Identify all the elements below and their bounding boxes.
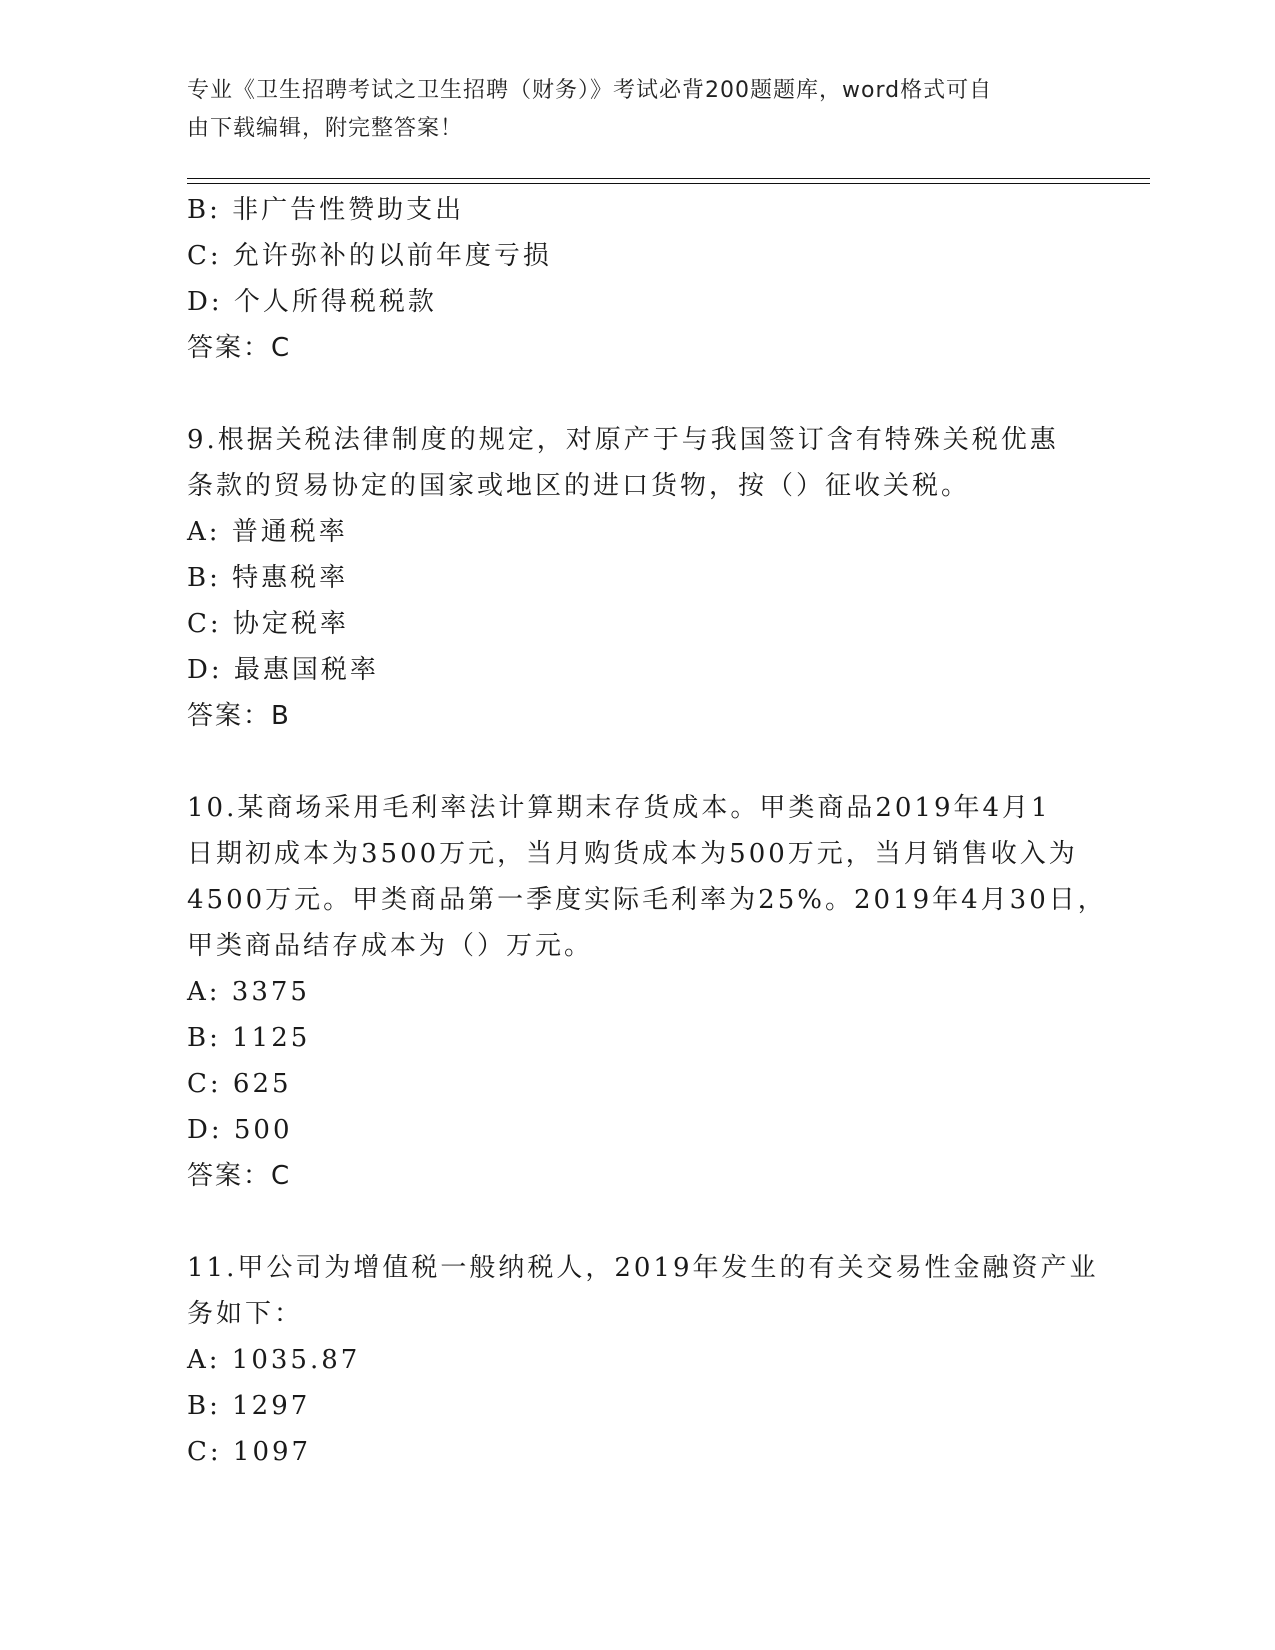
header-divider-top bbox=[187, 178, 1150, 179]
stem-line: 11.甲公司为增值税一般纳税人，2019年发生的有关交易性金融资产业 bbox=[187, 1253, 1099, 1283]
option-c: C: 625 bbox=[187, 1069, 292, 1099]
option-a: A: 1035.87 bbox=[187, 1345, 361, 1375]
option-b: B: 1297 bbox=[187, 1391, 311, 1421]
stem-line: 4500万元。甲类商品第一季度实际毛利率为25%。2019年4月30日， bbox=[187, 885, 1107, 915]
question-11 bbox=[187, 1245, 1099, 1475]
question-stem bbox=[187, 785, 1107, 969]
question-10 bbox=[187, 785, 1107, 1199]
stem-line: 9.根据关税法律制度的规定，对原产于与我国签订含有特殊关税优惠 bbox=[187, 425, 1059, 455]
answer-line: 答案：C bbox=[187, 333, 292, 363]
option-d: D: 500 bbox=[187, 1115, 293, 1145]
option-c: C: 协定税率 bbox=[187, 609, 349, 639]
question-9 bbox=[187, 417, 1087, 739]
question-8 bbox=[187, 187, 1087, 371]
header-line-2: 由下载编辑，附完整答案！ bbox=[187, 116, 464, 141]
option-c: C: 1097 bbox=[187, 1437, 312, 1467]
option-c: C: 允许弥补的以前年度亏损 bbox=[187, 241, 552, 271]
option-b: B: 非广告性赞助支出 bbox=[187, 195, 465, 225]
option-b: B: 特惠税率 bbox=[187, 563, 349, 593]
header-divider-bottom bbox=[187, 183, 1150, 184]
stem-line: 条款的贸易协定的国家或地区的进口货物，按（）征收关税。 bbox=[187, 471, 971, 501]
question-stem bbox=[187, 417, 1087, 509]
question-content bbox=[187, 187, 1107, 1475]
option-d: D: 个人所得税税款 bbox=[187, 287, 437, 317]
stem-line: 务如下： bbox=[187, 1299, 304, 1329]
answer-line: 答案：C bbox=[187, 1161, 292, 1191]
document-header bbox=[187, 72, 1067, 148]
stem-line: 日期初成本为3500万元，当月购货成本为500万元，当月销售收入为 bbox=[187, 839, 1078, 869]
stem-line: 10.某商场采用毛利率法计算期末存货成本。甲类商品2019年4月1 bbox=[187, 793, 1051, 823]
option-b: B: 1125 bbox=[187, 1023, 311, 1053]
question-stem bbox=[187, 1245, 1099, 1337]
answer-line: 答案：B bbox=[187, 701, 291, 731]
option-d: D: 最惠国税率 bbox=[187, 655, 379, 685]
option-a: A: 普通税率 bbox=[187, 517, 348, 547]
stem-line: 甲类商品结存成本为（）万元。 bbox=[187, 931, 594, 961]
option-a: A: 3375 bbox=[187, 977, 310, 1007]
header-line-1: 专业《卫生招聘考试之卫生招聘（财务）》考试必背200题题库，word格式可自 bbox=[187, 78, 993, 103]
